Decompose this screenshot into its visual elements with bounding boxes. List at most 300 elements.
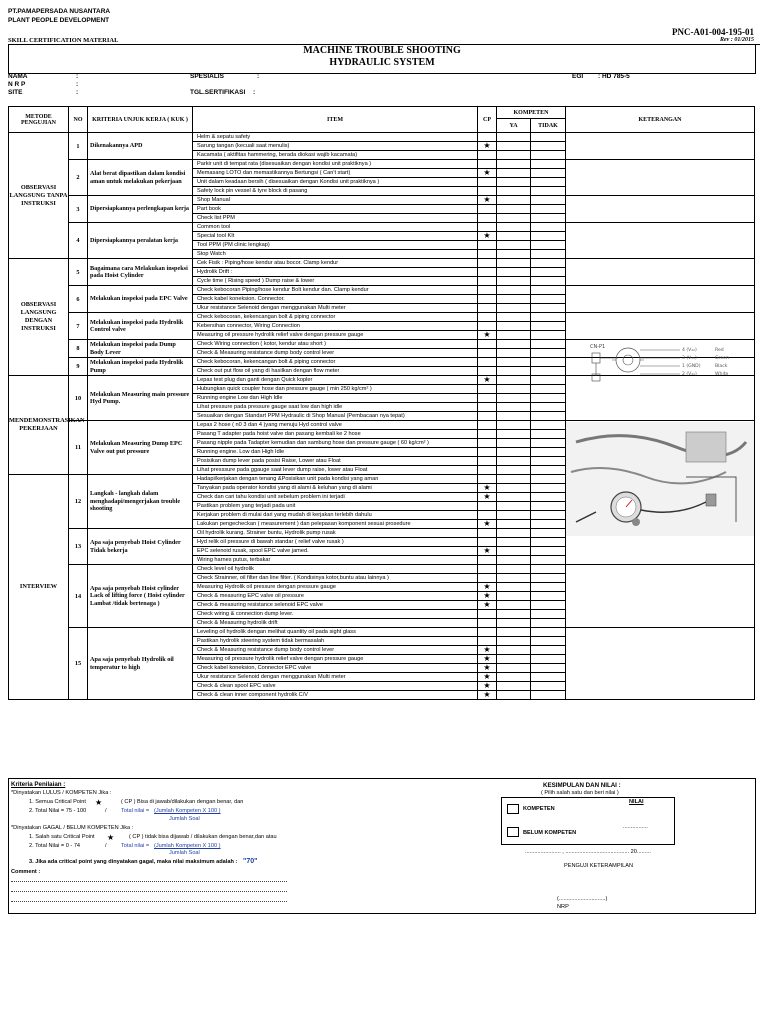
kuk-cell: Dikenakannya APD (88, 133, 193, 160)
title-sub: HYDRAULIC SYSTEM (329, 57, 435, 68)
ya-checkbox-cell[interactable] (497, 241, 531, 250)
item-cell: Helm & sepatu safety (193, 133, 478, 142)
row-number: 3 (69, 196, 88, 223)
ya-checkbox-cell[interactable] (497, 187, 531, 196)
ya-checkbox-cell[interactable] (497, 601, 531, 610)
ya-checkbox-cell[interactable] (497, 682, 531, 691)
wire-color-2: Green (715, 356, 729, 361)
tidak-checkbox-cell[interactable] (531, 142, 566, 151)
ya-checkbox-cell[interactable] (497, 628, 531, 637)
ya-checkbox-cell[interactable] (497, 538, 531, 547)
keterangan-cell[interactable] (566, 223, 755, 259)
cp-cell (478, 457, 497, 466)
tidak-checkbox-cell[interactable] (531, 277, 566, 286)
kuk-cell: Bagaimana cara Melakukan inspeksi pada Hoist Cylinder (88, 259, 193, 286)
th-ya: YA (497, 119, 531, 133)
ya-checkbox-cell[interactable] (497, 457, 531, 466)
tidak-checkbox-cell[interactable] (531, 664, 566, 673)
ya-checkbox-cell[interactable] (497, 520, 531, 529)
item-cell: Check out put flow oil yang di hasilkan dengan flow meter (193, 367, 478, 376)
signature-line[interactable]: (..............................) (557, 896, 608, 902)
item-cell: Leveling oil hydrolik dengan melihat quantity oil pada sight glass (193, 628, 478, 637)
ya-checkbox-cell[interactable] (497, 412, 531, 421)
wire-color-4: White (715, 372, 729, 377)
tidak-checkbox-cell[interactable] (531, 466, 566, 475)
gagal-2e: Jumlah Soal (169, 850, 200, 856)
cp-cell (478, 340, 497, 349)
item-cell: Check dan cari tahu kondisi unit sebelum problem ini terjadi (193, 493, 478, 502)
tidak-checkbox-cell[interactable] (531, 385, 566, 394)
title-main: MACHINE TROUBLE SHOOTING (303, 45, 461, 56)
item-cell: Lepas test plug dan ganti dengan Quick kopler (193, 376, 478, 385)
tidak-checkbox-cell[interactable] (531, 322, 566, 331)
tidak-checkbox-cell[interactable] (531, 349, 566, 358)
cp-star-icon: ★ (478, 673, 497, 682)
table-row (9, 223, 755, 232)
tidak-checkbox-cell[interactable] (531, 592, 566, 601)
nama-colon: : (76, 73, 79, 80)
cp-cell (478, 358, 497, 367)
tidak-checkbox-cell[interactable] (531, 403, 566, 412)
method-cell: OBSERVASI LANGSUNG DENGAN INSTRUKSI (9, 259, 69, 376)
tidak-checkbox-cell[interactable] (531, 637, 566, 646)
ya-checkbox-cell[interactable] (497, 664, 531, 673)
item-cell: Check list PPM (193, 214, 478, 223)
note-3: 3. Jika ada critical point yang dinyatakan gagal, maka nilai maksimum adalah : (29, 859, 238, 865)
material-label: SKILL CERTIFICATION MATERIAL (8, 37, 119, 44)
assessment-table (8, 106, 755, 700)
row-number: 4 (69, 223, 88, 259)
tgl-colon: : (253, 89, 256, 96)
cp-cell (478, 565, 497, 574)
item-cell: Safety lock pin vessel & tyre block di pasang (193, 187, 478, 196)
row-number: 2 (69, 160, 88, 196)
ya-checkbox-cell[interactable] (497, 610, 531, 619)
lulus-2b: / (105, 808, 107, 814)
nrp-label: N R P (8, 81, 26, 88)
ya-checkbox-cell[interactable] (497, 349, 531, 358)
ya-checkbox-cell[interactable] (497, 322, 531, 331)
ya-checkbox-cell[interactable] (497, 691, 531, 700)
item-cell: Check Strainner, oil filter dan line filter. ( Kondisinya kotor,buntu atau lainnya ) (193, 574, 478, 583)
ya-checkbox-cell[interactable] (497, 250, 531, 259)
tidak-checkbox-cell[interactable] (531, 178, 566, 187)
tidak-checkbox-cell[interactable] (531, 583, 566, 592)
comment-line-2[interactable] (11, 891, 287, 892)
item-cell: Hubungkan quick coupler hose dan pressure gauge ( min 250 kg/cm² ) (193, 385, 478, 394)
ya-checkbox-cell[interactable] (497, 673, 531, 682)
nama-label: NAMA (8, 73, 28, 80)
keterangan-cell[interactable] (566, 196, 755, 223)
tidak-checkbox-cell[interactable] (531, 268, 566, 277)
ya-checkbox-cell[interactable] (497, 178, 531, 187)
item-cell: Sesuaikan dengan Standart PPM Hydraulic di Shop Manual (Pembacaan nya tepat) (193, 412, 478, 421)
item-cell: Stop Watch (193, 250, 478, 259)
ya-checkbox-cell[interactable] (497, 205, 531, 214)
ya-checkbox-cell[interactable] (497, 403, 531, 412)
ya-checkbox-cell[interactable] (497, 484, 531, 493)
comment-line-3[interactable] (11, 901, 287, 902)
cp-cell (478, 277, 497, 286)
gagal-1a: 1. Salah satu Critical Point (29, 834, 95, 840)
lulus-2d: (Jumlah Kompeten X 100 ) (154, 808, 221, 814)
tidak-checkbox-cell[interactable] (531, 250, 566, 259)
table-row (9, 286, 755, 295)
th-item: ITEM (193, 107, 478, 133)
nrp-signature-label: NRP (557, 904, 569, 910)
kuk-cell: Melakukan Measuring main pressure Hyd Pump. (88, 376, 193, 421)
tidak-checkbox-cell[interactable] (531, 484, 566, 493)
cp-star-icon: ★ (478, 169, 497, 178)
th-no: NO (69, 107, 88, 133)
tidak-checkbox-cell[interactable] (531, 565, 566, 574)
tidak-checkbox-cell[interactable] (531, 556, 566, 565)
tidak-checkbox-cell[interactable] (531, 313, 566, 322)
tidak-checkbox-cell[interactable] (531, 529, 566, 538)
cp-cell (478, 628, 497, 637)
tidak-checkbox-cell[interactable] (531, 430, 566, 439)
belum-kompeten-checkbox[interactable] (507, 827, 519, 837)
kompeten-option: KOMPETEN (523, 806, 555, 812)
result-box (501, 797, 675, 845)
row-number: 6 (69, 286, 88, 313)
tidak-checkbox-cell[interactable] (531, 376, 566, 385)
keterangan-cell[interactable] (566, 133, 755, 160)
item-cell: Ukur resistance Selenoid dengan menggunakan Multi meter (193, 304, 478, 313)
row-number: 9 (69, 358, 88, 376)
tidak-checkbox-cell[interactable] (531, 358, 566, 367)
item-cell: Running engine Low dan High Idle (193, 394, 478, 403)
item-cell: Oil hydrolik kurang. Strainer buntu, Hydrolik pump rusak (193, 529, 478, 538)
ya-checkbox-cell[interactable] (497, 133, 531, 142)
keterangan-cell[interactable] (566, 628, 755, 700)
kuk-cell: Apa saja penyebab Hoist Cylinder Tidak bekerja (88, 529, 193, 565)
tidak-checkbox-cell[interactable] (531, 205, 566, 214)
tidak-checkbox-cell[interactable] (531, 574, 566, 583)
item-cell: Common tool (193, 223, 478, 232)
ya-checkbox-cell[interactable] (497, 223, 531, 232)
tidak-checkbox-cell[interactable] (531, 502, 566, 511)
item-cell: Check & measuring EPC valve oil pressure (193, 592, 478, 601)
ya-checkbox-cell[interactable] (497, 151, 531, 160)
ya-checkbox-cell[interactable] (497, 637, 531, 646)
tidak-checkbox-cell[interactable] (531, 412, 566, 421)
lulus-2c: Total nilai = (121, 808, 150, 814)
ya-checkbox-cell[interactable] (497, 646, 531, 655)
cp-cell (478, 619, 497, 628)
item-cell: Lepas 2 hose ( n0 3 dan 4 )yang menuju Hyd control valve (193, 421, 478, 430)
row-number: 12 (69, 475, 88, 529)
gagal-2c: Total nilai = (121, 843, 150, 849)
th-cp: CP (478, 107, 497, 133)
kuk-cell: Melakukan inspeksi pada Dump Body Lever (88, 340, 193, 358)
tidak-checkbox-cell[interactable] (531, 601, 566, 610)
th-kompeten: KOMPETEN (497, 107, 566, 119)
tidak-checkbox-cell[interactable] (531, 691, 566, 700)
tidak-checkbox-cell[interactable] (531, 475, 566, 484)
tidak-checkbox-cell[interactable] (531, 547, 566, 556)
tidak-checkbox-cell[interactable] (531, 538, 566, 547)
gauge-photo (566, 422, 754, 536)
ya-checkbox-cell[interactable] (497, 430, 531, 439)
cp-cell (478, 214, 497, 223)
tidak-checkbox-cell[interactable] (531, 646, 566, 655)
cp-star-icon: ★ (478, 682, 497, 691)
gagal-2b: / (105, 843, 107, 849)
ya-checkbox-cell[interactable] (497, 286, 531, 295)
cp-cell (478, 259, 497, 268)
comment-line-1[interactable] (11, 881, 287, 882)
keterangan-cell[interactable] (566, 259, 755, 286)
cp-cell (478, 439, 497, 448)
ya-checkbox-cell[interactable] (497, 394, 531, 403)
table-row (9, 565, 755, 574)
ya-checkbox-cell[interactable] (497, 367, 531, 376)
tidak-checkbox-cell[interactable] (531, 394, 566, 403)
tidak-checkbox-cell[interactable] (531, 160, 566, 169)
tidak-checkbox-cell[interactable] (531, 214, 566, 223)
tidak-checkbox-cell[interactable] (531, 511, 566, 520)
ya-checkbox-cell[interactable] (497, 268, 531, 277)
ya-checkbox-cell[interactable] (497, 340, 531, 349)
item-cell: Check level oil hydrolik (193, 565, 478, 574)
revision: Rev : 01/2015 (720, 37, 754, 43)
kesimpulan-title: KESIMPULAN DAN NILAI : (543, 782, 621, 789)
item-cell: Check & clean spool EPC valve (193, 682, 478, 691)
tidak-checkbox-cell[interactable] (531, 421, 566, 430)
ya-checkbox-cell[interactable] (497, 547, 531, 556)
tidak-checkbox-cell[interactable] (531, 367, 566, 376)
item-cell: Measuring Hydrolik oil pressure dengan pressure gauge (193, 583, 478, 592)
cp-cell (478, 205, 497, 214)
cp-cell (478, 430, 497, 439)
cp-cell (478, 295, 497, 304)
item-cell: Posisikan dump lever pada posisi Raise, Lower atau Float (193, 457, 478, 466)
ya-checkbox-cell[interactable] (497, 448, 531, 457)
cp-star-icon: ★ (478, 646, 497, 655)
item-cell: Running engine. Low dan High Idle (193, 448, 478, 457)
tidak-checkbox-cell[interactable] (531, 331, 566, 340)
ya-checkbox-cell[interactable] (497, 511, 531, 520)
item-cell: Check & Measuring hydrolik drift (193, 619, 478, 628)
item-cell: Parkir unit di tempat rata (disesuaikan dengan kondisi unit praktiknya ) (193, 160, 478, 169)
ya-checkbox-cell[interactable] (497, 655, 531, 664)
row-number: 5 (69, 259, 88, 286)
tidak-checkbox-cell[interactable] (531, 169, 566, 178)
ya-checkbox-cell[interactable] (497, 475, 531, 484)
item-cell: Check & Measuring resistance dump body control lever (193, 349, 478, 358)
tidak-checkbox-cell[interactable] (531, 682, 566, 691)
gagal-1b: ( CP ) tidak bisa dijawab / dilakukan dengan benar,dan atau (129, 834, 277, 840)
tidak-checkbox-cell[interactable] (531, 295, 566, 304)
tidak-checkbox-cell[interactable] (531, 610, 566, 619)
site-colon: : (76, 89, 79, 96)
item-cell: Cycle time ( Rising speed ) Dump raise & lower (193, 277, 478, 286)
ya-checkbox-cell[interactable] (497, 295, 531, 304)
tidak-checkbox-cell[interactable] (531, 223, 566, 232)
item-cell: Check wiring & connection dump lever. (193, 610, 478, 619)
tidak-checkbox-cell[interactable] (531, 457, 566, 466)
ya-checkbox-cell[interactable] (497, 304, 531, 313)
cp-star-icon: ★ (478, 691, 497, 700)
method-cell: MENDEMONSTRASIKAN PEKERJAAN (9, 376, 69, 475)
ya-checkbox-cell[interactable] (497, 493, 531, 502)
lulus-1b: ( CP ) Bisa di jawab/dilakukan dengan benar, dan (121, 799, 244, 805)
wire-pin-1: 4 (V₂₂) (682, 348, 697, 353)
cp-star-icon: ★ (478, 376, 497, 385)
row-number: 8 (69, 340, 88, 358)
ya-checkbox-cell[interactable] (497, 376, 531, 385)
cp-cell (478, 286, 497, 295)
tidak-checkbox-cell[interactable] (531, 673, 566, 682)
keterangan-cell[interactable] (566, 160, 755, 196)
department-name: PLANT PEOPLE DEVELOPMENT (8, 17, 110, 24)
ya-checkbox-cell[interactable] (497, 466, 531, 475)
wiring-diagram (570, 336, 752, 386)
gagal-line: *Dinyatakan GAGAL / BELUM KOMPETEN Jika : (11, 825, 134, 831)
nilai-input[interactable]: ................ (623, 824, 648, 830)
table-row (9, 628, 755, 637)
item-cell: Cek Fisik : Piping/hose kendur atau bocor. Clamp kendur (193, 259, 478, 268)
cp-star-icon: ★ (478, 142, 497, 151)
ya-checkbox-cell[interactable] (497, 421, 531, 430)
tidak-checkbox-cell[interactable] (531, 304, 566, 313)
ya-checkbox-cell[interactable] (497, 169, 531, 178)
item-cell: Hydrolik Drift : (193, 268, 478, 277)
ya-checkbox-cell[interactable] (497, 502, 531, 511)
tidak-checkbox-cell[interactable] (531, 439, 566, 448)
ya-checkbox-cell[interactable] (497, 313, 531, 322)
item-cell: Kerjakan problem di mulai dari yang mudah di kerjakan terlebih dahulu (193, 511, 478, 520)
cp-cell (478, 556, 497, 565)
item-cell: Special tool KIt (193, 232, 478, 241)
tidak-checkbox-cell[interactable] (531, 133, 566, 142)
ya-checkbox-cell[interactable] (497, 565, 531, 574)
cp-cell (478, 421, 497, 430)
ya-checkbox-cell[interactable] (497, 232, 531, 241)
th-metode: METODE PENGUJIAN (9, 107, 69, 133)
tidak-checkbox-cell[interactable] (531, 340, 566, 349)
kuk-cell: Melakukan inspeksi pada Hydrolik Pump (88, 358, 193, 376)
item-cell: Measuring oil pressure hydrolik relief valve dengan pressure gauge (193, 655, 478, 664)
kuk-cell: Langkah - langkah dalam menghadapi/mengerjakan trouble shooting (88, 475, 193, 529)
tidak-checkbox-cell[interactable] (531, 619, 566, 628)
diagram-cn-label: CN-P1 (590, 344, 606, 350)
tidak-checkbox-cell[interactable] (531, 187, 566, 196)
item-cell: Pasang nipple pada Tadapter kemudian dan sambung hose dan pressure gauge ( 60 kg/cm² ) (193, 439, 478, 448)
item-cell: Memasang LOTO dan memastikannya Bertungsi ( Can't start) (193, 169, 478, 178)
cp-cell (478, 529, 497, 538)
date-line[interactable]: ....................... , ......................................... 20......... (525, 849, 651, 855)
ya-checkbox-cell[interactable] (497, 529, 531, 538)
item-cell: Hadapi/kerjakan dengan tenang &Posisikan unit pada kondisi yang aman (193, 475, 478, 484)
ya-checkbox-cell[interactable] (497, 583, 531, 592)
cp-cell (478, 349, 497, 358)
item-cell: Hyd relik oil pressure di bawah standar ( relief valve rusak ) (193, 538, 478, 547)
item-cell: Check & measuring resistance selenoid EPC valve (193, 601, 478, 610)
cp-star-icon: ★ (478, 493, 497, 502)
method-cell: INTERVIEW (9, 475, 69, 700)
tidak-checkbox-cell[interactable] (531, 628, 566, 637)
kuk-cell: Apa saja penyebab Hoist cylinder Lack of lifting force ( Hoist cylinder Lambat /tidak bertenaga ) (88, 565, 193, 628)
lulus-1a: 1. Semua Critical Point (29, 799, 86, 805)
ya-checkbox-cell[interactable] (497, 385, 531, 394)
cp-star-icon: ★ (478, 583, 497, 592)
ya-checkbox-cell[interactable] (497, 556, 531, 565)
cp-star-icon: ★ (478, 520, 497, 529)
gagal-2d: (Jumlah Kompeten X 100 ) (154, 843, 221, 849)
table-row (9, 259, 755, 268)
egi-label: EGI (572, 73, 584, 80)
th-tidak: TIDAK (531, 119, 566, 133)
cp-cell (478, 610, 497, 619)
row-number: 13 (69, 529, 88, 565)
tidak-checkbox-cell[interactable] (531, 196, 566, 205)
kuk-cell: Apa saja penyebab Hydrolik oil temperatur to high (88, 628, 193, 700)
keterangan-cell[interactable] (566, 565, 755, 628)
lulus-2a: 2. Total Nilai = 75 - 100 (29, 808, 87, 814)
tidak-checkbox-cell[interactable] (531, 493, 566, 502)
item-cell: Kebersihan connector, Wiring Connection (193, 322, 478, 331)
cp-cell (478, 466, 497, 475)
item-cell: Part book (193, 205, 478, 214)
ya-checkbox-cell[interactable] (497, 439, 531, 448)
ya-checkbox-cell[interactable] (497, 331, 531, 340)
kuk-cell: Alat berat dipastikan dalam kondisi aman untuk melakukan pekerjaan (88, 160, 193, 196)
penguji-label: PENGUJI KETERAMPILAN (564, 863, 634, 869)
kompeten-checkbox[interactable] (507, 804, 519, 814)
ya-checkbox-cell[interactable] (497, 214, 531, 223)
th-kriteria: KRITERIA UNJUK KERJA ( KUK ) (88, 107, 193, 133)
cp-star-icon: ★ (478, 484, 497, 493)
ya-checkbox-cell[interactable] (497, 160, 531, 169)
tidak-checkbox-cell[interactable] (531, 151, 566, 160)
tidak-checkbox-cell[interactable] (531, 241, 566, 250)
ya-checkbox-cell[interactable] (497, 619, 531, 628)
gagal-2a: 2. Total Nilai = 0 - 74 (29, 843, 81, 849)
ya-checkbox-cell[interactable] (497, 358, 531, 367)
lulus-line: *Dinyatakan LULUS / KOMPETEN Jika : (11, 790, 112, 796)
ya-checkbox-cell[interactable] (497, 277, 531, 286)
row-number: 1 (69, 133, 88, 160)
tidak-checkbox-cell[interactable] (531, 286, 566, 295)
cp-star-icon: ★ (478, 547, 497, 556)
ya-checkbox-cell[interactable] (497, 259, 531, 268)
tidak-checkbox-cell[interactable] (531, 448, 566, 457)
item-cell: Check kebocoran, kekencangan bolt & piping connector (193, 358, 478, 367)
item-cell: Measuring oil pressure hydrolik relief valve dengan pressure gauge (193, 331, 478, 340)
tidak-checkbox-cell[interactable] (531, 520, 566, 529)
company-name: PT.PAMAPERSADA NUSANTARA (8, 8, 111, 15)
wire-pin-4: 2 (V₂₁) (682, 372, 697, 377)
tidak-checkbox-cell[interactable] (531, 259, 566, 268)
title-box (8, 44, 756, 74)
ya-checkbox-cell[interactable] (497, 196, 531, 205)
item-cell: Kacamata ( aktifitas hammering, berada diokasi wajib kacamata) (193, 151, 478, 160)
item-cell: Pasang T adapter pada hoist valve dan pasang kembali ke 2 hose (193, 430, 478, 439)
row-number: 14 (69, 565, 88, 628)
wire-pin-2: 3 (V₂₁) (682, 356, 697, 361)
table-row (9, 196, 755, 205)
ya-checkbox-cell[interactable] (497, 592, 531, 601)
ya-checkbox-cell[interactable] (497, 142, 531, 151)
table-row (9, 160, 755, 169)
ya-checkbox-cell[interactable] (497, 574, 531, 583)
tidak-checkbox-cell[interactable] (531, 232, 566, 241)
keterangan-cell[interactable] (566, 286, 755, 313)
tidak-checkbox-cell[interactable] (531, 655, 566, 664)
cp-cell (478, 394, 497, 403)
